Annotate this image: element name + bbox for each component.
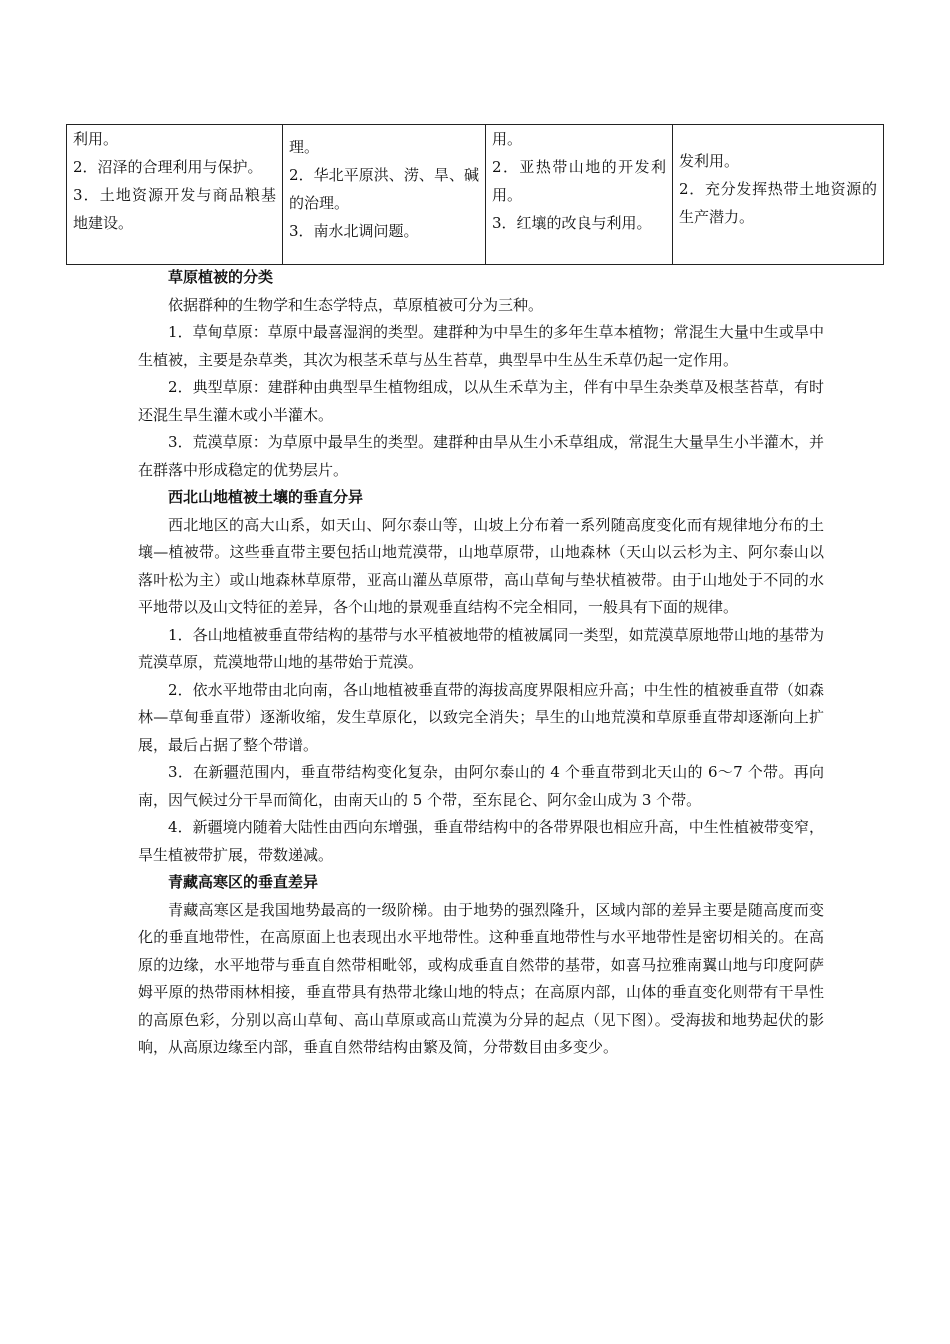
cell-line: 2．充分发挥热带土地资源的生产潜力。 bbox=[679, 180, 877, 226]
cell-line: 用。 bbox=[492, 130, 523, 148]
cell-line: 发利用。 bbox=[679, 152, 740, 170]
paragraph: 依据群种的生物学和生态学特点，草原植被可分为三种。 bbox=[168, 295, 544, 314]
cell-line: 3．南水北调问题。 bbox=[289, 222, 419, 240]
table-cell-col4 bbox=[673, 125, 884, 265]
paragraph: 西北地区的高大山系，如天山、阿尔泰山等，山坡上分布着一系列随高度变化而有规律地分布的土壤—植被带。这些垂直带主要包括山地荒漠带，山地草原带，山地森林（天山以云杉为主、阿尔泰山以落叶松为主）或山地森林草原带，亚高山灌丛草原带，高山草甸与垫状植被带。由于山地处于不同的水平地带以及山文特征的差异，各个山地的景观垂直结构不完全相同，一般具有下面的规律。 bbox=[138, 515, 824, 616]
body-text bbox=[138, 264, 824, 1062]
continued-table bbox=[66, 124, 884, 265]
table-cell-col1 bbox=[67, 125, 283, 265]
table-cell-col2 bbox=[283, 125, 486, 265]
section-heading-tibet: 青藏高寒区的垂直差异 bbox=[168, 873, 319, 891]
table-row bbox=[67, 125, 884, 265]
paragraph: 3．在新疆范围内，垂直带结构变化复杂，由阿尔泰山的 4 个垂直带到北天山的 6～7 个带。再向南，因气候过分干旱而简化，由南天山的 5 个带，至东昆仑、阿尔金山成为 3 个带。 bbox=[138, 763, 824, 809]
cell-line: 理。 bbox=[289, 138, 320, 156]
cell-line: 3．土地资源开发与商品粮基地建设。 bbox=[73, 186, 276, 232]
cell-line: 2．沼泽的合理利用与保护。 bbox=[73, 158, 263, 176]
section-heading-northwest: 西北山地植被土壤的垂直分异 bbox=[168, 488, 364, 506]
paragraph: 3．荒漠草原：为草原中最旱生的类型。建群种由旱从生小禾草组成，常混生大量旱生小半灌木，并在群落中形成稳定的优势层片。 bbox=[138, 433, 824, 479]
table-cell-col3 bbox=[486, 125, 673, 265]
paragraph: 4．新疆境内随着大陆性由西向东增强，垂直带结构中的各带界限也相应升高，中生性植被带变窄，旱生植被带扩展，带数递减。 bbox=[138, 818, 824, 864]
cell-line: 3．红壤的改良与利用。 bbox=[492, 214, 652, 232]
cell-line: 2．华北平原洪、涝、旱、碱的治理。 bbox=[289, 166, 479, 212]
paragraph: 2．依水平地带由北向南，各山地植被垂直带的海拔高度界限相应升高；中生性的植被垂直带（如森林—草甸垂直带）逐渐收缩，发生草原化，以致完全消失；旱生的山地荒漠和草原垂直带却逐渐向上扩展，最后占据了整个带谱。 bbox=[138, 680, 824, 754]
paragraph: 青藏高寒区是我国地势最高的一级阶梯。由于地势的强烈隆升，区域内部的差异主要是随高度而变化的垂直地带性，在高原面上也表现出水平地带性。这种垂直地带性与水平地带性是密切相关的。在高原的边缘，水平地带与垂直自然带相毗邻，或构成垂直自然带的基带，如喜马拉雅南翼山地与印度阿萨姆平原的热带雨林相接，垂直带具有热带北缘山地的特点；在高原内部，山体的垂直变化则带有干旱性的高原色彩，分别以高山草甸、高山草原或高山荒漠为分异的起点（见下图）。受海拔和地势起伏的影响，从高原边缘至内部，垂直自然带结构由繁及简，分带数目由多变少。 bbox=[138, 900, 824, 1056]
paragraph: 1．各山地植被垂直带结构的基带与水平植被地带的植被属同一类型，如荒漠草原地带山地的基带为荒漠草原，荒漠地带山地的基带始于荒漠。 bbox=[138, 625, 824, 671]
paragraph: 1．草甸草原：草原中最喜湿润的类型。建群种为中旱生的多年生草本植物；常混生大量中生或旱中生植被，主要是杂草类，其次为根茎禾草与丛生苔草，典型旱中生丛生禾草仍起一定作用。 bbox=[138, 323, 824, 369]
section-heading-grassland: 草原植被的分类 bbox=[168, 268, 274, 286]
paragraph: 2．典型草原：建群种由典型旱生植物组成，以从生禾草为主，伴有中旱生杂类草及根茎苔草，有时还混生旱生灌木或小半灌木。 bbox=[138, 378, 824, 424]
cell-line: 2．亚热带山地的开发利用。 bbox=[492, 158, 666, 204]
cell-line: 利用。 bbox=[73, 130, 119, 148]
